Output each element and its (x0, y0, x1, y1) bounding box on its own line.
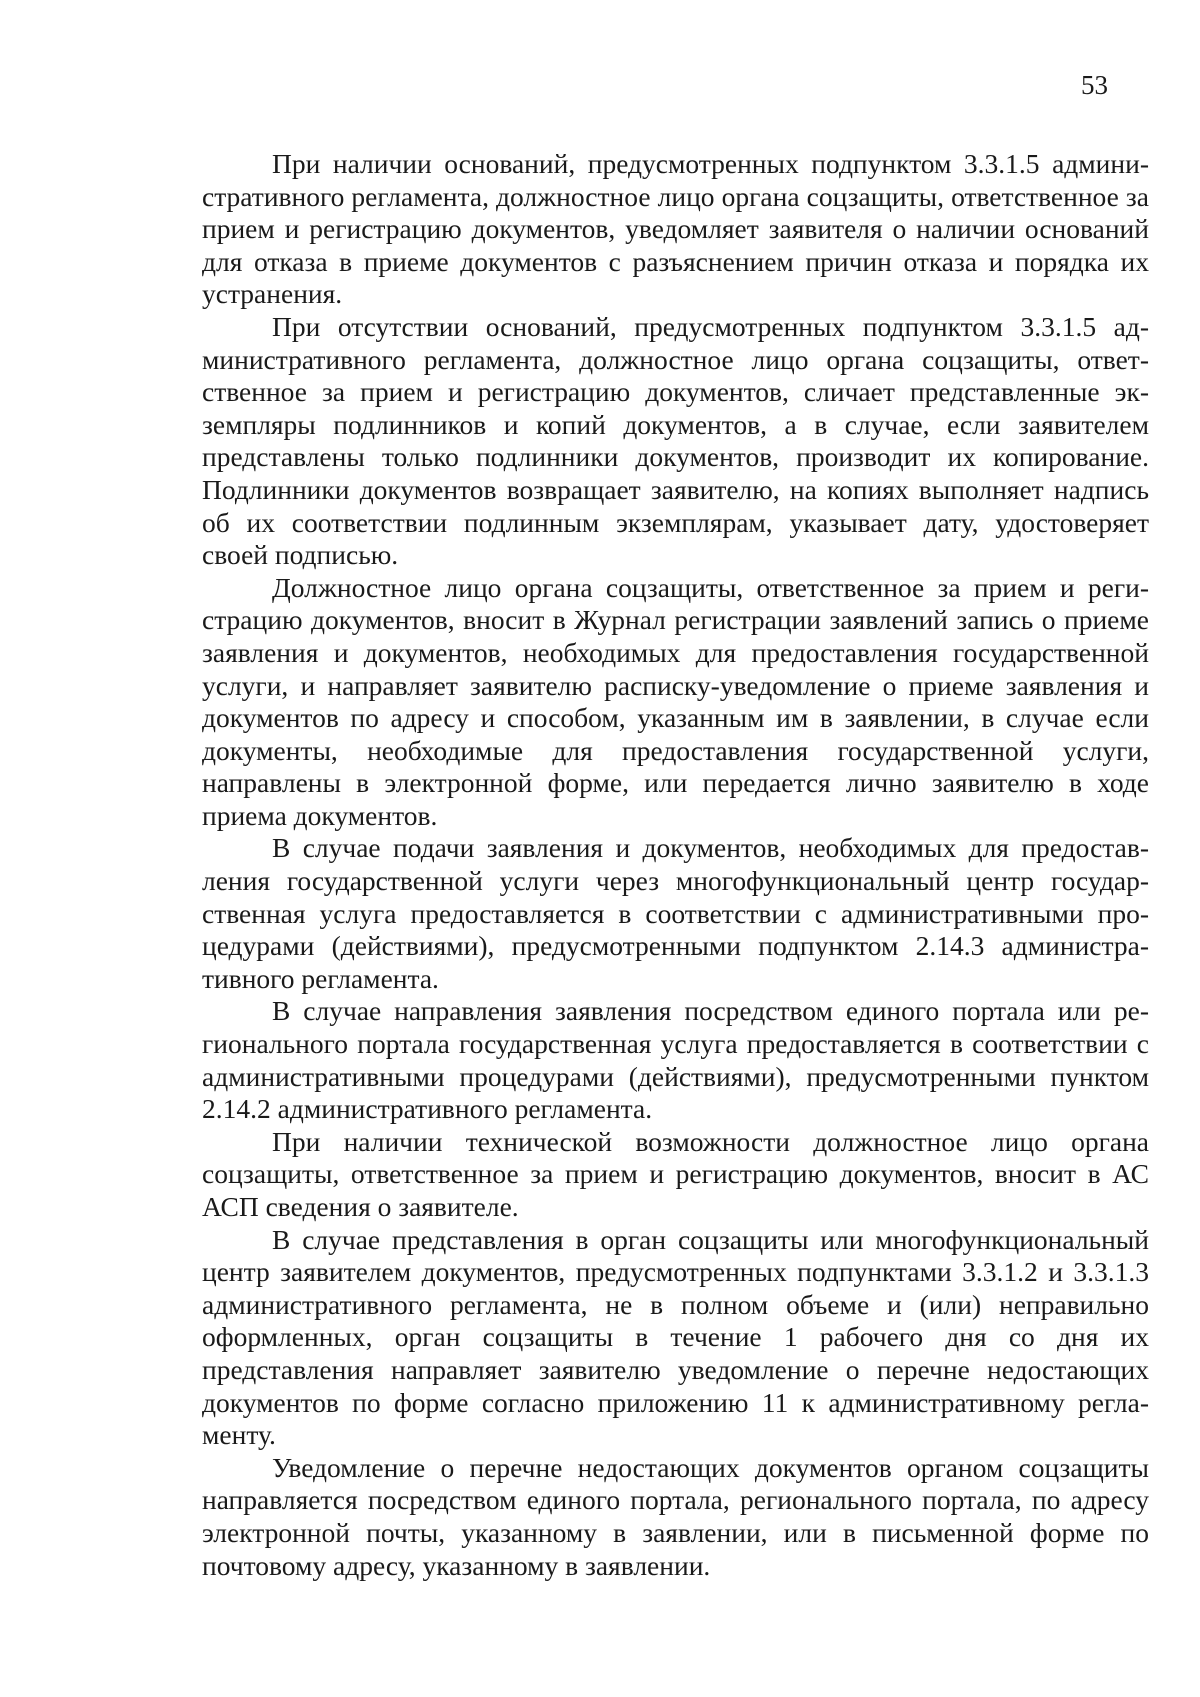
paragraph: При наличии технической возможности должностное лицо органа соцзащиты, ответственное за прием и регистрацию документов, вносит в АС АСП сведения о заявителе. (202, 1125, 1149, 1222)
paragraph: В случае подачи заявления и документов, необходимых для предоставления государственной услуги через многофункциональный центр государственная услуга предоставляется в соответствии с административными процедурами (действиями), предусмотренными подпунктом 2.14.3 административного регламента. (202, 832, 1149, 994)
document-body (202, 148, 1149, 1582)
paragraph: При отсутствии оснований, предусмотренных подпунктом 3.3.1.5 административного регламента, должностное лицо органа соцзащиты, ответственное за прием и регистрацию документов, сличает представленные экземпляры подлинников и копий документов, а в случае, если заявителем представлены только подлинники документов, производит их копирование. Подлинники документов возвращает заявителю, на копиях выполняет надпись об их соответствии подлинным экземплярам, указывает дату, удостоверяет своей подписью. (202, 310, 1149, 571)
page-number: 53 (1081, 70, 1108, 100)
paragraph: В случае представления в орган соцзащиты или многофункциональный центр заявителем документов, предусмотренных подпунктами 3.3.1.2 и 3.3.1.3 административного регламента, не в полном объеме и (или) неправильно оформленных, орган соцзащиты в течение 1 рабочего дня со дня их представления направляет заявителю уведомление о перечне недостающих документов по форме согласно приложению 11 к административному регламенту. (202, 1223, 1149, 1451)
paragraph: Уведомление о перечне недостающих документов органом соцзащиты направляется посредством единого портала, регионального портала, по адресу электронной почты, указанному в заявлении, или в письменной форме по почтовому адресу, указанному в заявлении. (202, 1451, 1149, 1581)
paragraph: Должностное лицо органа соцзащиты, ответственное за прием и регистрацию документов, вносит в Журнал регистрации заявлений запись о приеме заявления и документов, необходимых для предоставления государственной услуги, и направляет заявителю расписку-уведомление о приеме заявления и документов по адресу и способом, указанным им в заявлении, в случае если документы, необходимые для предоставления государственной услуги, направлены в электронной форме, или передается лично заявителю в ходе приема документов. (202, 571, 1149, 831)
paragraph: При наличии оснований, предусмотренных подпунктом 3.3.1.5 административного регламента, должностное лицо органа соцзащиты, ответственное за прием и регистрацию документов, уведомляет заявителя о наличии оснований для отказа в приеме документов с разъяснением причин отказа и порядка их устранения. (202, 148, 1149, 310)
paragraph: В случае направления заявления посредством единого портала или регионального портала государственная услуга предоставляется в соответствии с административными процедурами (действиями), предусмотренными пунктом 2.14.2 административного регламента. (202, 995, 1149, 1125)
